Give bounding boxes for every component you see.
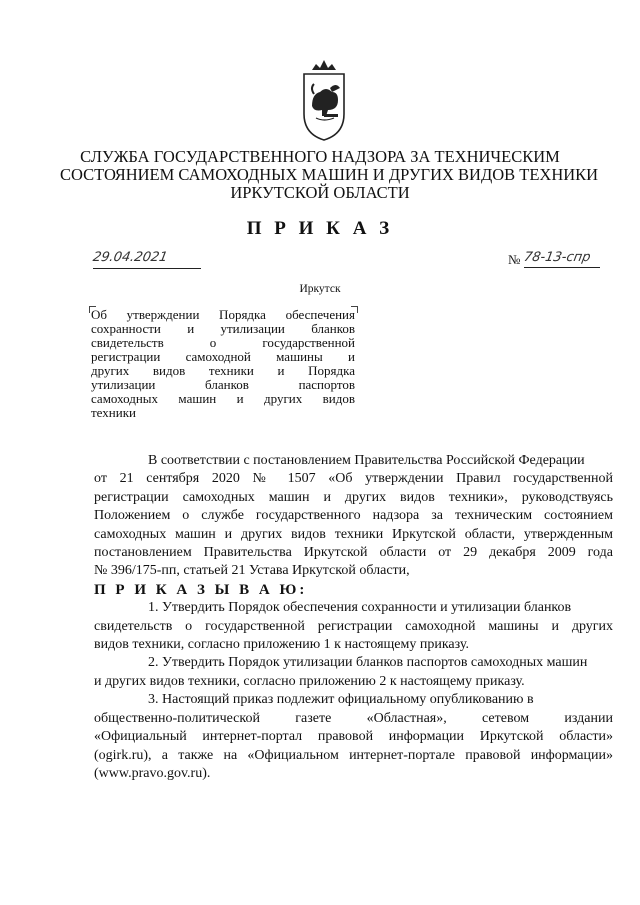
order-number-field [508,249,600,268]
subject-line: утилизации бланков паспортов [91,377,355,392]
subject-line: техники [91,405,136,420]
item-1-line: видов техники, согласно приложению 1 к настоящему приказу. [94,637,469,653]
decree-heading: П Р И К А З Ы В А Ю: [94,581,308,598]
preamble-line: Положением о службе государственного надзора за техническим состоянием [94,508,613,524]
irkutsk-coat-of-arms-icon [302,52,346,142]
order-number: 78-13-спр [522,250,592,265]
org-line: СОСТОЯНИЕМ САМОХОДНЫХ МАШИН И ДРУГИХ ВИДОВ ТЕХНИКИ [60,165,599,184]
org-line: ИРКУТСКОЙ ОБЛАСТИ [230,183,410,202]
item-3-line: общественно-политической газете «Областная», сетевом издании [94,710,613,726]
item-3-line: 3. Настоящий приказ подлежит официальному опубликованию в [148,692,534,708]
preamble-line: самоходных машин и других видов техники Иркутской области, утвержденным [94,526,613,542]
subject-line: свидетельств о государственной [91,335,355,350]
subject-line: Об утверждении Порядка обеспечения [91,307,355,322]
item-1-line: свидетельств о государственной регистрации самоходной машины и других [94,618,613,634]
item-1-line: 1. Утвердить Порядок обеспечения сохранности и утилизации бланков [148,600,572,616]
preamble-line: регистрации самоходных машин и других видов техники», руководствуясь [94,489,613,505]
subject-line: самоходных машин и других видов [91,391,355,406]
org-line: СЛУЖБА ГОСУДАРСТВЕННОГО НАДЗОРА ЗА ТЕХНИЧЕСКИМ [80,147,560,166]
item-3-line: (www.pravo.gov.ru). [94,765,211,781]
item-2-line: и других видов техники, согласно приложению 2 к настоящему приказу. [94,673,525,689]
order-date-field [93,250,201,269]
item-2-line: 2. Утвердить Порядок утилизации бланков паспортов самоходных машин [148,655,588,671]
subject-line: сохранности и утилизации бланков [91,321,355,336]
subject-line: других видов техники и Порядка [91,363,355,378]
order-date: 29.04.2021 [91,250,169,265]
number-sign: № [508,252,521,267]
item-3-line: «Официальный интернет-портал правовой информации Иркутской области» [94,729,613,745]
preamble-line: В соответствии с постановлением Правительства Российской Федерации [148,453,585,468]
subject-line: регистрации самоходной машины и [91,349,355,364]
preamble-line: № 396/175-пп, статьей 21 Устава Иркутской области, [94,563,410,579]
preamble-line: постановлением Правительства Иркутской области от 29 декабря 2009 года [94,545,613,561]
preamble-line: от 21 сентября 2020 № 1507 «Об утверждении Правил государственной [94,471,613,487]
order-body [94,452,613,783]
item-3-line: (ogirk.ru), а также на «Официальном интернет-портале правовой информации» [94,747,613,763]
order-subject [91,308,355,420]
city-name: Иркутск [299,283,341,295]
document-type-title: П Р И К А З [246,218,394,239]
organization-name [60,147,599,202]
